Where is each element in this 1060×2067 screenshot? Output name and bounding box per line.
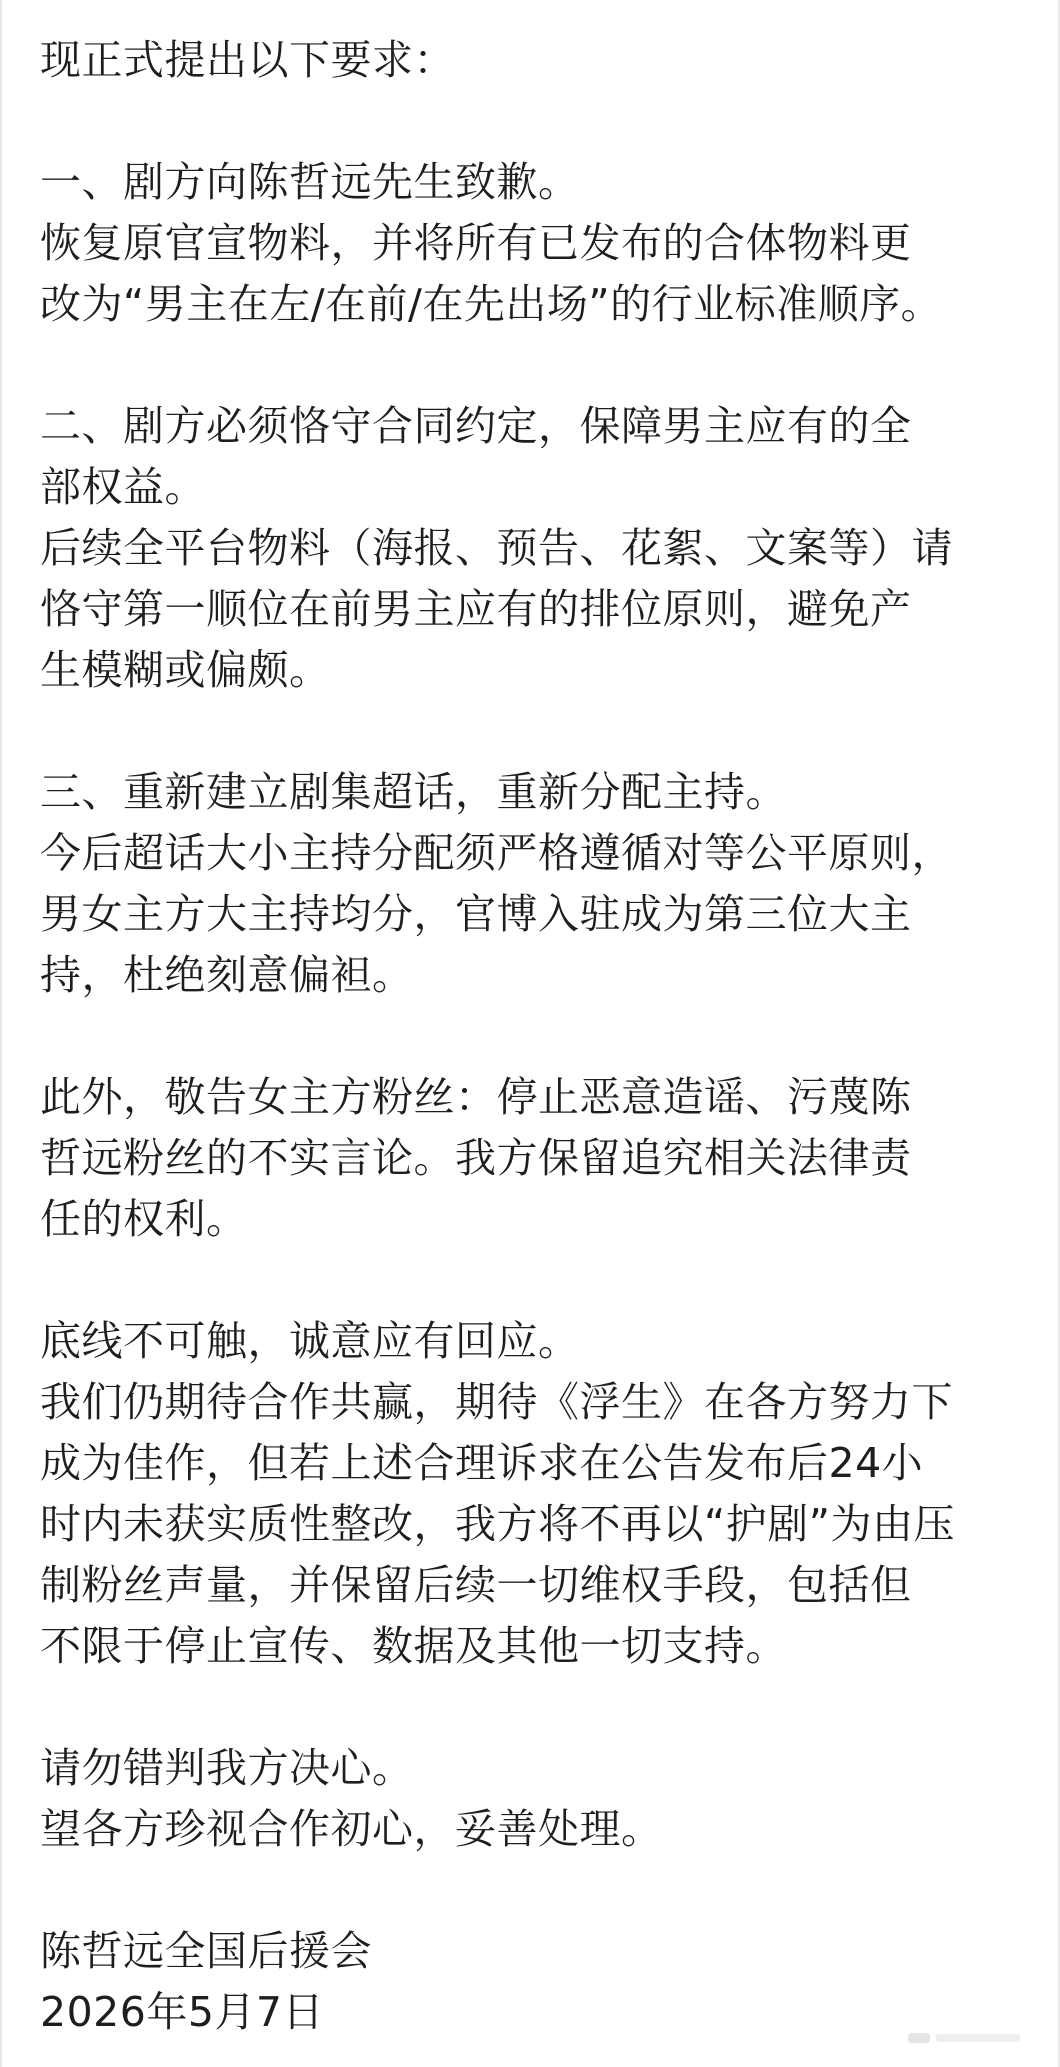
paragraph-bottom-line <box>40 1311 1030 1677</box>
text-line: 改为“男主在左/在前/在先出场”的行业标准顺序。 <box>40 280 943 328</box>
faint-watermark-icon <box>906 2025 1026 2051</box>
text-line: 男女主方大主持均分，官博入驻成为第三位大主 <box>40 890 912 938</box>
paragraph-demand-three <box>40 762 1030 1006</box>
text-line: 恢复原官宣物料，并将所有已发布的合体物料更 <box>40 219 912 267</box>
text-line: 哲远粉丝的不实言论。我方保留追究相关法律责 <box>40 1134 912 1182</box>
signature-block <box>40 1921 1030 2043</box>
text-line: 三、重新建立剧集超话，重新分配主持。 <box>40 768 787 816</box>
text-line: 时内未获实质性整改，我方将不再以“护剧”为由压 <box>40 1500 955 1548</box>
signature-date: 2026年5月7日 <box>40 1988 325 2036</box>
announcement-text <box>40 30 1030 2043</box>
text-line: 一、剧方向陈哲远先生致歉。 <box>40 158 580 206</box>
text-line: 生模糊或偏颇。 <box>40 646 331 694</box>
paragraph-warning <box>40 1067 1030 1250</box>
text-line: 我们仍期待合作共赢，期待《浮生》在各方努力下 <box>40 1378 953 1426</box>
text-line: 后续全平台物料（海报、预告、花絮、文案等）请 <box>40 524 953 572</box>
text-line: 望各方珍视合作初心，妥善处理。 <box>40 1805 663 1853</box>
text-line: 部权益。 <box>40 463 206 511</box>
text-line: 制粉丝声量，并保留后续一切维权手段，包括但 <box>40 1561 912 1609</box>
text-line: 成为佳作，但若上述合理诉求在公告发布后24小 <box>40 1439 924 1487</box>
paragraph-closing <box>40 1738 1030 1860</box>
text-line: 任的权利。 <box>40 1195 248 1243</box>
signature-org: 陈哲远全国后援会 <box>40 1927 372 1975</box>
text-line: 请勿错判我方决心。 <box>40 1744 414 1792</box>
paragraph-demand-one <box>40 152 1030 335</box>
text-line: 不限于停止宣传、数据及其他一切支持。 <box>40 1622 787 1670</box>
text-line: 底线不可触，诚意应有回应。 <box>40 1317 580 1365</box>
text-line: 恪守第一顺位在前男主应有的排位原则，避免产 <box>40 585 912 633</box>
text-line: 今后超话大小主持分配须严格遵循对等公平原则， <box>40 829 953 877</box>
text-line: 持，杜绝刻意偏袒。 <box>40 951 414 999</box>
text-line: 现正式提出以下要求： <box>40 36 455 84</box>
paragraph-intro <box>40 30 1030 91</box>
text-line: 二、剧方必须恪守合同约定，保障男主应有的全 <box>40 402 912 450</box>
text-line: 此外，敬告女主方粉丝：停止恶意造谣、污蔑陈 <box>40 1073 912 1121</box>
paragraph-demand-two <box>40 396 1030 701</box>
